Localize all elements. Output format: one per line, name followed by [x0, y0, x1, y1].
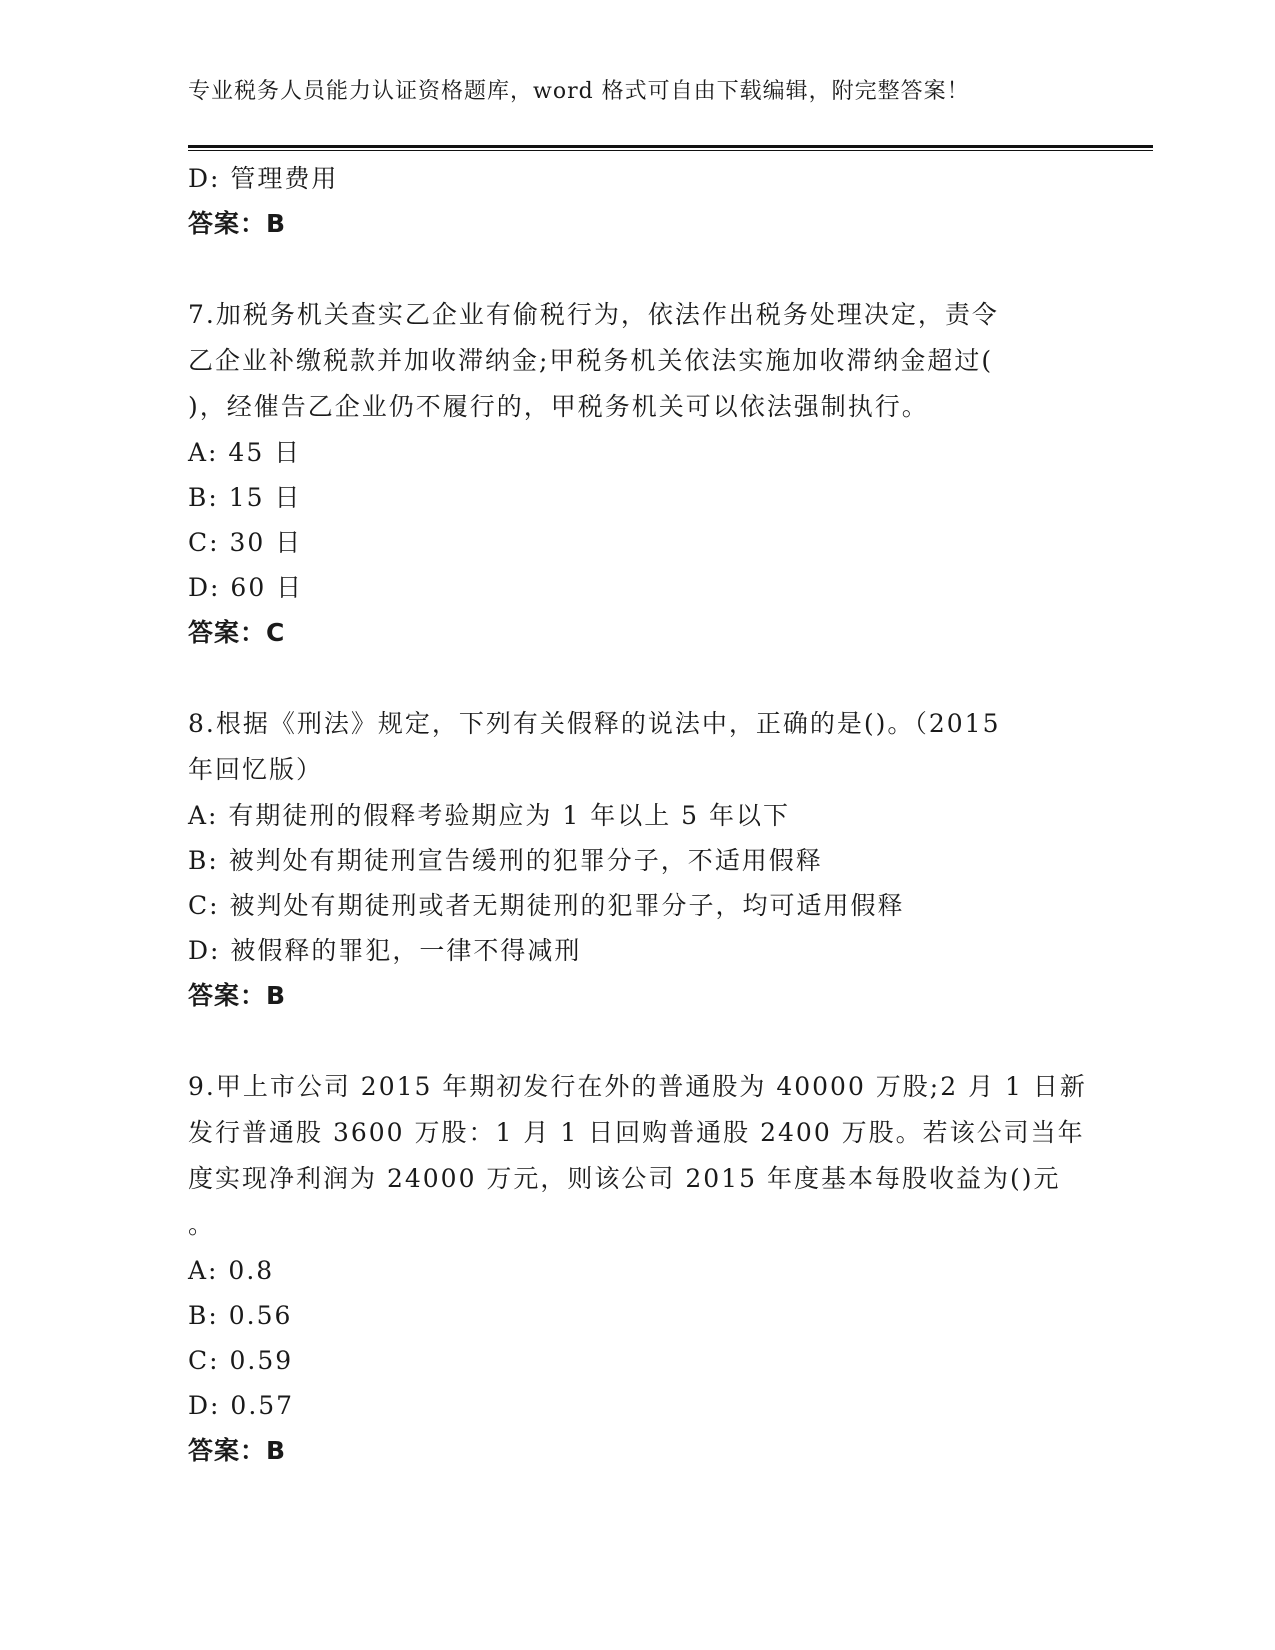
answer: 答案：B [188, 209, 287, 238]
answer: 答案：C [188, 618, 286, 647]
page-header: 专业税务人员能力认证资格题库，word 格式可自由下载编辑，附完整答案！ [188, 79, 970, 104]
answer: 答案：B [188, 1436, 287, 1465]
option-b: B: 0.56 [188, 1301, 293, 1330]
spacer [188, 655, 1078, 701]
question-text-line: 发行普通股 3600 万股：1 月 1 日回购普通股 2400 万股。若该公司当年 [188, 1118, 1085, 1147]
header-rule [188, 145, 1153, 148]
option-c: C: 被判处有期徒刑或者无期徒刑的犯罪分子，均可适用假释 [188, 891, 905, 920]
question-8 [188, 701, 1078, 1018]
option-a: A: 45 日 [188, 438, 302, 467]
option-b: B: 15 日 [188, 483, 302, 512]
option-a: A: 有期徒刑的假释考验期应为 1 年以上 5 年以下 [188, 801, 791, 830]
question-text-line: 乙企业补缴税款并加收滞纳金;甲税务机关依法实施加收滞纳金超过( [188, 346, 994, 375]
question-content [188, 156, 1087, 1473]
option-c: C: 0.59 [188, 1346, 294, 1375]
option-d: D: 0.57 [188, 1391, 295, 1420]
question-text-line: 。 [188, 1210, 216, 1239]
question-text-line: )，经催告乙企业仍不履行的，甲税务机关可以依法强制执行。 [188, 392, 929, 421]
question-text-line: 8.根据《刑法》规定，下列有关假释的说法中，正确的是()。（2015 [188, 709, 1001, 738]
option-d: D: 被假释的罪犯，一律不得减刑 [188, 936, 582, 965]
question-text-line: 7.加税务机关查实乙企业有偷税行为，依法作出税务处理决定，责令 [188, 300, 999, 329]
question-9 [188, 1064, 1087, 1473]
answer: 答案：B [188, 981, 287, 1010]
question-7 [188, 292, 1078, 655]
question-text-line: 年回忆版） [188, 755, 324, 784]
spacer [188, 1018, 1078, 1064]
option-c: C: 30 日 [188, 528, 303, 557]
question-text-line: 9.甲上市公司 2015 年期初发行在外的普通股为 40000 万股;2 月 1 日新 [188, 1072, 1087, 1101]
option-d: D: 60 日 [188, 573, 304, 602]
spacer [188, 246, 1078, 292]
header-rule-thin [188, 150, 1153, 151]
option-d: D: 管理费用 [188, 164, 339, 193]
option-a: A: 0.8 [188, 1256, 275, 1285]
option-b: B: 被判处有期徒刑宣告缓刑的犯罪分子，不适用假释 [188, 846, 823, 875]
question-text-line: 度实现净利润为 24000 万元，则该公司 2015 年度基本每股收益为()元 [188, 1164, 1061, 1193]
